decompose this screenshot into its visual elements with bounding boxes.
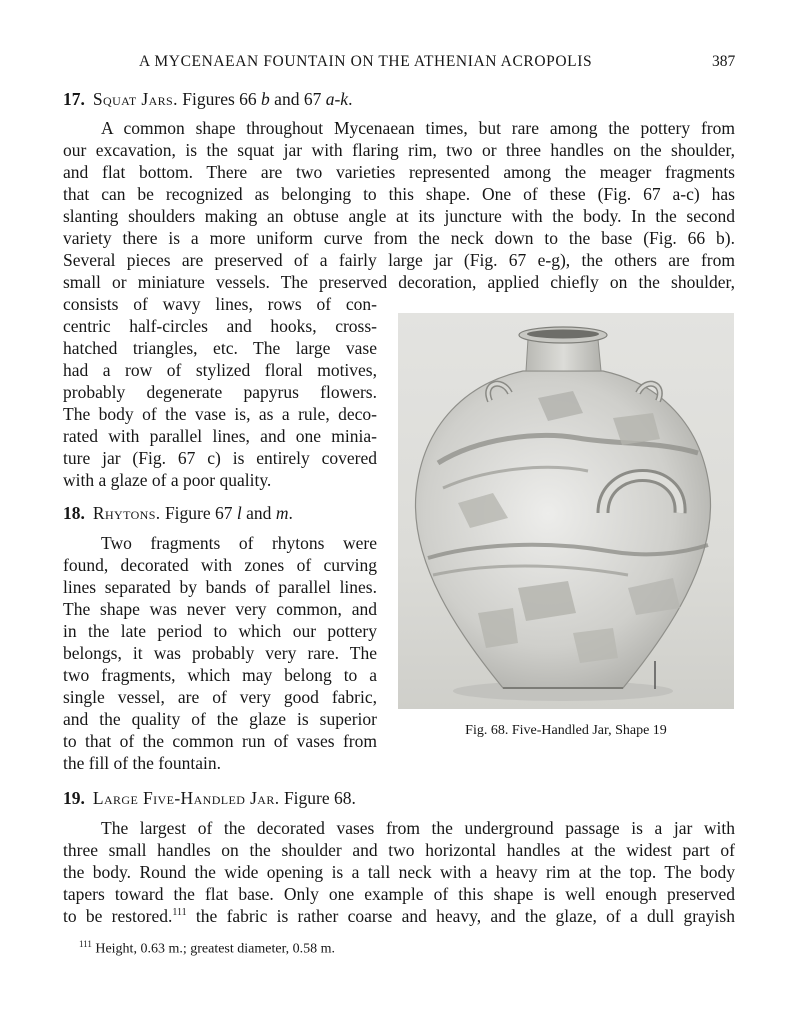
section-17-heading: 17. Squat Jars. Figures 66 b and 67 a-k. <box>63 89 353 109</box>
s18-line: to that of the common run of vases from <box>63 731 377 751</box>
s17-line: with a glaze of a poor quality. <box>63 470 272 490</box>
s17-line: ture jar (Fig. 67 c) is entirely covered <box>63 448 377 468</box>
footnote-text: Height, 0.63 m.; greatest diameter, 0.58 m. <box>95 941 336 957</box>
s18-line: Two fragments of rhytons were <box>101 533 377 553</box>
s17-line: our excavation, is the squat jar with flaring rim, two or three handles on the shoulder, <box>63 140 735 160</box>
s17-line: rated with parallel lines, and one minia- <box>63 426 377 446</box>
page-number: 387 <box>712 53 736 70</box>
section-title: Squat Jars. <box>92 89 178 109</box>
s17-line: Several pieces are preserved of a fairly large jar (Fig. 67 e-g), the others are from <box>63 250 735 270</box>
s17-line: A common shape throughout Mycenaean times, but rare among the pottery from <box>101 118 735 138</box>
s17-line: variety there is a more uniform curve from the neck down to the base (Fig. 66 b). <box>63 228 735 248</box>
footnote-marker: 111 <box>79 939 92 949</box>
section-title: Large Five-Handled Jar. <box>92 788 280 808</box>
s19-line: tapers toward the flat base. Only one example of this shape is well enough preserved <box>63 884 735 904</box>
footnote <box>79 939 335 958</box>
section-title: Rhytons. <box>92 503 161 523</box>
section-number: 17. <box>63 89 85 109</box>
section-number: 19. <box>63 788 85 808</box>
s18-line: belongs, it was probably very rare. The <box>63 643 377 663</box>
s18-line: the fill of the fountain. <box>63 753 221 773</box>
s17-line: small or miniature vessels. The preserved decoration, applied chiefly on the shoulder, <box>63 272 735 292</box>
s18-line: two fragments, which may belong to a <box>63 665 377 685</box>
s17-line: and flat bottom. There are two varieties represented among the meager fragments <box>63 162 735 182</box>
running-header <box>0 53 801 73</box>
s17-line: hatched triangles, etc. The large vase <box>63 338 377 358</box>
s18-line: and the quality of the glaze is superior <box>63 709 377 729</box>
s17-line: that can be recognized as belonging to this shape. One of these (Fig. 67 a-c) has <box>63 184 735 204</box>
s17-line: had a row of stylized floral motives, <box>63 360 377 380</box>
s17-line: The body of the vase is, as a rule, deco- <box>63 404 377 424</box>
s19-line: three small handles on the shoulder and two horizontal handles at the widest part of <box>63 840 735 860</box>
figure-photo-five-handled-jar <box>398 313 734 709</box>
figure-caption: Fig. 68. Five-Handled Jar, Shape 19 <box>465 723 667 738</box>
s18-line: lines separated by bands of parallel lines. <box>63 577 377 597</box>
s18-line: The shape was never very common, and <box>63 599 377 619</box>
s19-line-tail: the fabric is rather coarse and heavy, and the glaze, of a dull grayish <box>195 906 735 926</box>
s18-line: in the late period to which our pottery <box>63 621 377 641</box>
s18-line: single vessel, are of very good fabric, <box>63 687 377 707</box>
s17-line: centric half-circles and hooks, cross- <box>63 316 377 336</box>
s17-line: consists of wavy lines, rows of con- <box>63 294 377 314</box>
s17-line: slanting shoulders making an obtuse angle at its juncture with the body. In the second <box>63 206 735 226</box>
footnote-reference: 111 <box>172 907 187 919</box>
section-19-heading: 19. Large Five-Handled Jar. Figure 68. <box>63 788 356 808</box>
jar-illustration <box>398 313 734 709</box>
s17-line: probably degenerate papyrus flowers. <box>63 382 377 402</box>
section-number: 18. <box>63 503 85 523</box>
running-title: A MYCENAEAN FOUNTAIN ON THE ATHENIAN ACROPOLIS <box>139 53 593 70</box>
section-18-heading: 18. Rhytons. Figure 67 l and m. <box>63 503 293 523</box>
s19-line: The largest of the decorated vases from the underground passage is a jar with <box>101 818 735 838</box>
s19-line-restored: to be restored.$^{111}$ the fabric is rather coarse and heavy, and the glaze, of a dull grayish <box>63 906 735 926</box>
s18-line: found, decorated with zones of curving <box>63 555 377 575</box>
s19-line: the body. Round the wide opening is a tall neck with a heavy rim at the top. The body <box>63 862 735 882</box>
